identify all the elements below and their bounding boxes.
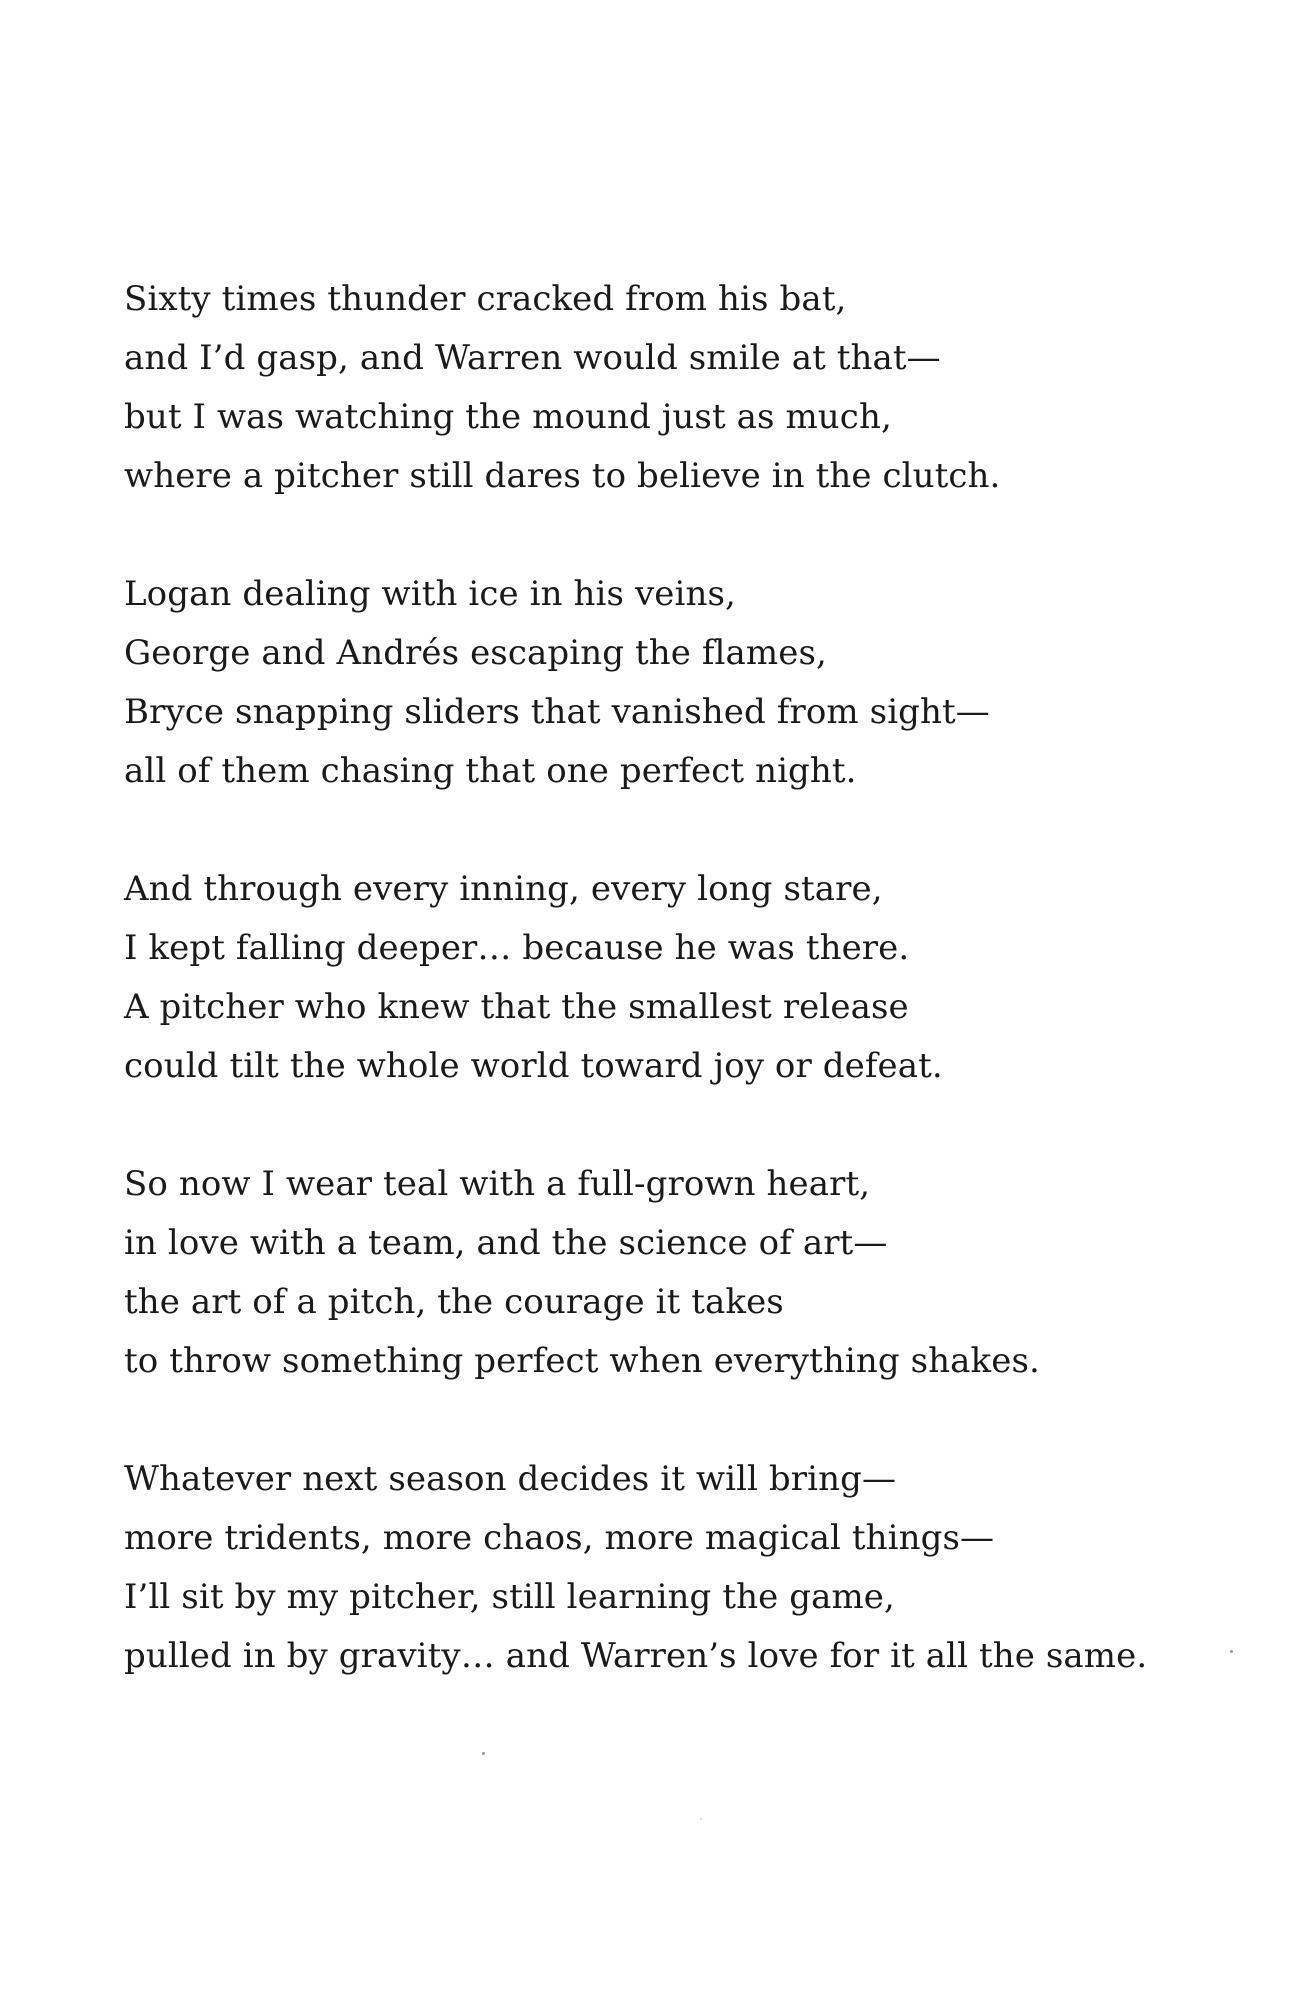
poem-line: could tilt the whole world toward joy or defeat.: [124, 1046, 943, 1086]
stanza-5: [124, 1450, 1224, 1686]
poem: [124, 270, 1224, 1745]
poem-line: I kept falling deeper… because he was there.: [124, 928, 910, 968]
poem-line: George and Andrés escaping the flames,: [124, 633, 827, 673]
poem-line: pulled in by gravity… and Warren’s love for it all the same.: [124, 1636, 1148, 1676]
poem-line: all of them chasing that one perfect night.: [124, 751, 857, 791]
poem-line: Bryce snapping sliders that vanished from sight—: [124, 692, 990, 732]
poem-line: Logan dealing with ice in his veins,: [124, 574, 736, 614]
stanza-1: [124, 270, 1224, 506]
poem-line: I’ll sit by my pitcher, still learning the game,: [124, 1577, 895, 1617]
poem-line: to throw something perfect when everything shakes.: [124, 1341, 1040, 1381]
scan-speck: [1230, 1650, 1233, 1653]
poem-line: the art of a pitch, the courage it takes: [124, 1282, 784, 1322]
poem-line: Whatever next season decides it will bring—: [124, 1459, 897, 1499]
stanza-2: [124, 565, 1224, 801]
poem-line: A pitcher who knew that the smallest release: [124, 987, 909, 1027]
poem-line: more tridents, more chaos, more magical things—: [124, 1518, 995, 1558]
poem-line: So now I wear teal with a full-grown heart,: [124, 1164, 871, 1204]
poem-line: where a pitcher still dares to believe in the clutch.: [124, 456, 1001, 496]
scan-speck: [700, 1818, 702, 1820]
poem-line: in love with a team, and the science of art—: [124, 1223, 888, 1263]
poem-line: and I’d gasp, and Warren would smile at that—: [124, 338, 941, 378]
stanza-3: [124, 860, 1224, 1096]
scan-speck: [482, 1752, 485, 1755]
stanza-4: [124, 1155, 1224, 1391]
poem-line: Sixty times thunder cracked from his bat,: [124, 279, 847, 319]
poem-line: but I was watching the mound just as much,: [124, 397, 892, 437]
poem-line: And through every inning, every long stare,: [124, 869, 883, 909]
